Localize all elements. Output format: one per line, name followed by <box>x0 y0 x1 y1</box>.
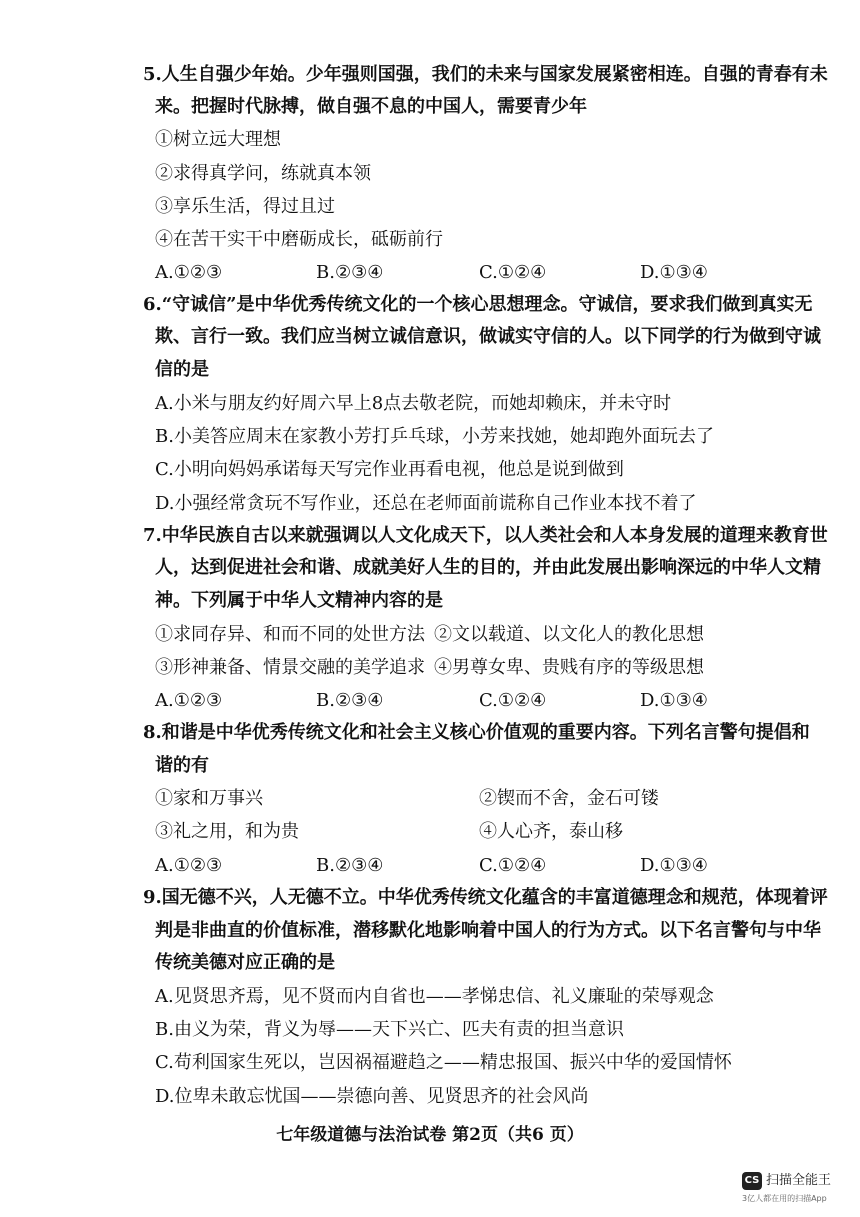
scanner-app-name: 扫描全能王 <box>766 1173 832 1188</box>
question-stem-line: 神。下列属于中华人文精神内容的是 <box>155 590 443 611</box>
question-stem-line: 传统美德对应正确的是 <box>155 952 335 973</box>
scanner-logo-icon: CS <box>742 1172 762 1190</box>
answer-option-c: C.①②④ <box>479 690 547 711</box>
answer-option-d: D.①③④ <box>640 690 708 711</box>
answer-option-a: A.①②③ <box>155 690 223 711</box>
statement-item: ④在苦干实干中磨砺成长，砥砺前行 <box>155 229 443 250</box>
answer-option-b: B.②③④ <box>316 262 384 283</box>
statement-item: ②锲而不舍，金石可镂 <box>479 788 659 809</box>
question-stem-line: 5.人生自强少年始。少年强则国强，我们的未来与国家发展紧密相连。自强的青春有未 <box>143 64 828 85</box>
statement-item: ②求得真学问，练就真本领 <box>155 163 371 184</box>
question-stem-line: 7.中华民族自古以来就强调以人文化成天下，以人类社会和人本身发展的道理来教育世 <box>143 525 828 546</box>
question-stem-line: 人，达到促进社会和谐、成就美好人生的目的，并由此发展出影响深远的中华人文精 <box>155 557 821 578</box>
answer-option-d: D.位卑未敢忘忧国——崇德向善、见贤思齐的社会风尚 <box>155 1086 589 1107</box>
statement-item: ④男尊女卑、贵贱有序的等级思想 <box>434 657 704 678</box>
statement-item: ②文以载道、以文化人的教化思想 <box>434 624 704 645</box>
question-stem-line: 9.国无德不兴，人无德不立。中华优秀传统文化蕴含的丰富道德理念和规范，体现着评 <box>143 887 828 908</box>
answer-option-a: A.小米与朋友约好周六早上8点去敬老院，而她却赖床，并未守时 <box>155 393 672 414</box>
answer-option-c: C.①②④ <box>479 262 547 283</box>
page-footer: 七年级道德与法治试卷 第2页（共6 页） <box>276 1125 584 1145</box>
question-stem-line: 8.和谐是中华优秀传统文化和社会主义核心价值观的重要内容。下列名言警句提倡和 <box>143 722 810 743</box>
question-stem-line: 6.“守诚信”是中华优秀传统文化的一个核心思想理念。守诚信，要求我们做到真实无 <box>143 294 813 315</box>
statement-item: ③享乐生活，得过且过 <box>155 196 335 217</box>
answer-option-b: B.小美答应周末在家教小芳打乒乓球，小芳来找她，她却跑外面玩去了 <box>155 426 714 447</box>
answer-option-a: A.见贤思齐焉，见不贤而内自省也——孝悌忠信、礼义廉耻的荣辱观念 <box>155 986 714 1007</box>
statement-item: ①家和万事兴 <box>155 788 263 809</box>
answer-option-c: C.①②④ <box>479 855 547 876</box>
question-stem-line: 来。把握时代脉搏，做自强不息的中国人，需要青少年 <box>155 96 587 117</box>
answer-option-b: B.②③④ <box>316 690 384 711</box>
question-stem-line: 判是非曲直的价值标准，潜移默化地影响着中国人的行为方式。以下名言警句与中华 <box>155 920 821 941</box>
statement-item: ①求同存异、和而不同的处世方法 <box>155 624 425 645</box>
question-stem-line: 欺、言行一致。我们应当树立诚信意识，做诚实守信的人。以下同学的行为做到守诚 <box>155 326 821 347</box>
question-stem-line: 谐的有 <box>155 755 209 776</box>
scanner-tagline: 3亿人都在用的扫描App <box>742 1194 827 1203</box>
answer-option-d: D.①③④ <box>640 262 708 283</box>
statement-item: ③礼之用，和为贵 <box>155 821 299 842</box>
answer-option-c: C.小明向妈妈承诺每天写完作业再看电视，他总是说到做到 <box>155 459 624 480</box>
answer-option-a: A.①②③ <box>155 262 223 283</box>
statement-item: ①树立远大理想 <box>155 129 281 150</box>
answer-option-d: D.①③④ <box>640 855 708 876</box>
answer-option-c: C.苟利国家生死以，岂因祸福避趋之——精忠报国、振兴中华的爱国情怀 <box>155 1052 732 1073</box>
answer-option-a: A.①②③ <box>155 855 223 876</box>
answer-option-b: B.②③④ <box>316 855 384 876</box>
answer-option-b: B.由义为荣，背义为辱——天下兴亡、匹夫有责的担当意识 <box>155 1019 624 1040</box>
question-stem-line: 信的是 <box>155 359 209 380</box>
answer-option-d: D.小强经常贪玩不写作业，还总在老师面前谎称自己作业本找不着了 <box>155 493 697 514</box>
statement-item: ③形神兼备、情景交融的美学追求 <box>155 657 425 678</box>
statement-item: ④人心齐，泰山移 <box>479 821 623 842</box>
